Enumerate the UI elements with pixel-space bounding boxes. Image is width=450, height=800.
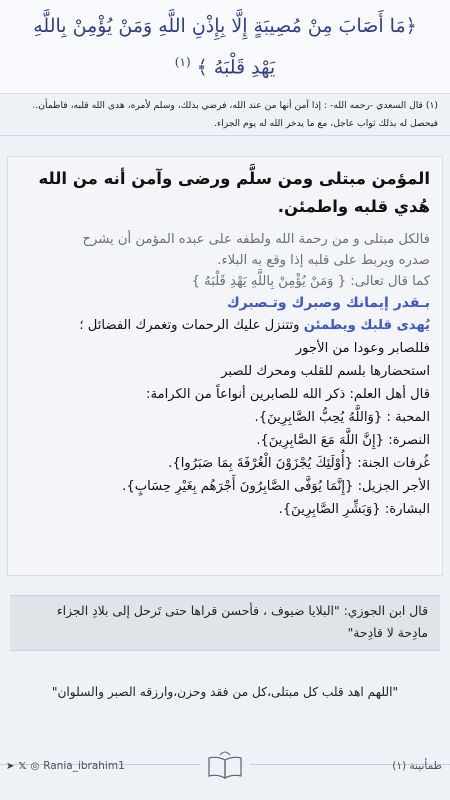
verse-line-1: ﴿مَا أَصَابَ مِنْ مُصِيبَةٍ إِلَّا بِإِذْنِ اللَّهِ وَمَنْ يُؤْمِنْ بِاللَّهِ bbox=[33, 15, 417, 37]
gray-line-3: كما قال تعالى: { وَمَنْ يُؤْمِنْ بِاللَّهِ يَهْدِ قَلْبَهُ } bbox=[191, 274, 430, 289]
jawzi-line-1: قال ابن الجوزي: "البلايا ضيوف ، فأحسن قراها حتى تَرحل إلى بلادِ الجزاء bbox=[56, 603, 428, 618]
jawzi-quote bbox=[10, 595, 440, 651]
gray-line-1: فالكل مبتلى و من رحمة الله ولطفه على عبده المؤمن أن يشرح bbox=[82, 232, 430, 247]
mixed-line bbox=[18, 314, 430, 337]
black-line-7: النصرة: {إِنَّ اللَّهَ مَعَ الصَّابِرِينَ}. bbox=[256, 433, 430, 448]
gray-line-2: صدره ويربط على قلبه إذا وقع به البلاء. bbox=[217, 253, 430, 268]
main-card bbox=[7, 156, 443, 576]
gray-paragraph bbox=[18, 229, 430, 292]
telegram-icon[interactable]: ➤ bbox=[6, 760, 15, 772]
jawzi-line-2: مادِحة لا قادِحة" bbox=[347, 625, 428, 640]
footer-handle-group bbox=[6, 760, 125, 772]
black-line-5: قال أهل العلم: ذكر الله للصابرين أنواعاً من الكرامة: bbox=[146, 387, 430, 402]
book-logo-icon bbox=[200, 746, 250, 786]
verse-line-2 bbox=[12, 44, 438, 85]
verse-footnote-marker: (١) bbox=[174, 55, 191, 69]
footer-page-label: طمأنينة (١) bbox=[392, 760, 442, 772]
black-line-9: الأجر الجزيل: {إِنَّمَا يُوَفَّى الصَّابِرُونَ أَجْرَهُم بِغَيْرِ حِسَابٍ}. bbox=[122, 479, 430, 494]
black-line-4: استحضارها بلسم للقلب ومحرك للصبر bbox=[221, 364, 430, 379]
verse-banner bbox=[0, 0, 450, 94]
blue-line-2: يُهدى قلبك ويطمئن bbox=[303, 318, 430, 333]
black-line-10: البشارة: {وَبَشِّرِ الصَّابِرِينَ}. bbox=[278, 502, 430, 517]
footer bbox=[0, 740, 450, 800]
footer-handle: Rania_ibrahim1 bbox=[43, 760, 125, 772]
instagram-icon[interactable]: ◎ bbox=[30, 760, 40, 772]
headline-1: المؤمن مبتلى ومن سلَّم ورضى وآمن أنه من الله bbox=[38, 169, 430, 188]
blue-line-1: بـقدر إيمانك وصبرك وتـصبرك bbox=[226, 295, 430, 311]
x-icon[interactable]: 𝕏 bbox=[18, 760, 27, 772]
footnote: (١) قال السعدي -رحمه الله- : إذا آمن أنها من عند الله، فرضي بذلك، وسلم لأمره، هدى الله قلبه، فاطمأن.. فيحصل له بذلك ثواب عاجل، مع ما يدخر الله له يوم الجزاء. bbox=[0, 94, 450, 136]
black-line-3: فللصابر وعودا من الأجور bbox=[295, 341, 430, 356]
headline-2: هُدي قلبه واطمئن. bbox=[277, 197, 430, 216]
black-line-8: غُرفات الجنة: {أُوْلَئِكَ يُجْزَوْنَ الْغُرْفَةَ بِمَا صَبَرُوا}. bbox=[168, 456, 430, 471]
black-line-6: المحبة : {وَاللَّهُ يُحِبُّ الصَّابِرِينَ}. bbox=[254, 410, 430, 425]
verse-line-2-text: يَهْدِ قَلْبَهُ ﴾ bbox=[196, 56, 276, 79]
black-line-2-rest: وتتنزل عليك الرحمات وتغمرك الفضائل ؛ bbox=[79, 318, 304, 333]
dua-text: "اللهم اهد قلب كل مبتلى،كل من فقد وحزن،وارزقه الصبر والسلوان" bbox=[51, 685, 399, 699]
